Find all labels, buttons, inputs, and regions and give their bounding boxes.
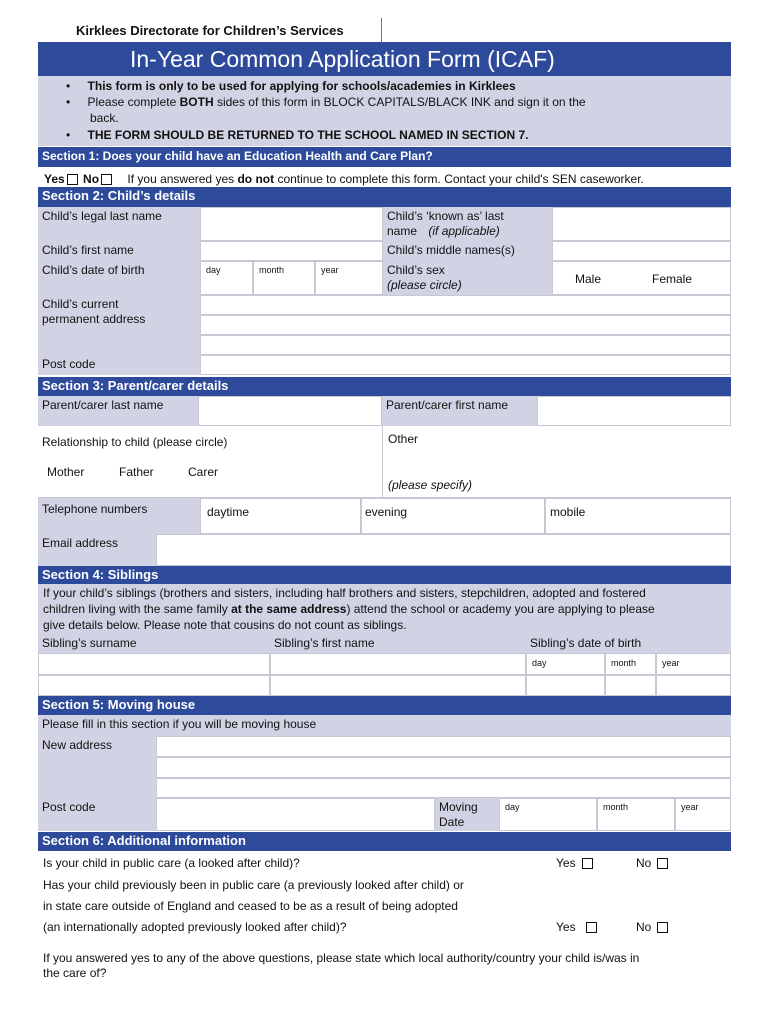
care-authority-question-2: the care of?	[43, 966, 107, 980]
telephone-label: Telephone numbers	[38, 498, 200, 534]
sibling-2-dob-day[interactable]	[526, 675, 605, 696]
siblings-text-2-bold: at the same address	[231, 602, 347, 616]
sibling-1-dob-year[interactable]	[656, 653, 731, 675]
new-postcode-input[interactable]	[156, 798, 435, 831]
sibling-year-hint: year	[662, 658, 680, 668]
section1-note-post: continue to complete this form. Contact your child's SEN caseworker.	[274, 172, 644, 186]
mobile-hint: mobile	[550, 505, 586, 519]
sibling-first-name-header: Sibling’s first name	[270, 634, 526, 653]
relationship-label: Relationship to child (please circle)	[42, 435, 228, 449]
public-care-no-label: No	[636, 856, 652, 870]
evening-hint: evening	[365, 505, 408, 519]
section1-answer-row	[44, 172, 644, 186]
sibling-2-dob-year[interactable]	[656, 675, 731, 696]
telephone-daytime-input[interactable]	[200, 498, 361, 534]
bullet-2-bold: BOTH	[179, 95, 214, 109]
new-address-label: New address	[38, 736, 156, 798]
sibling-dob-header: Sibling’s date of birth	[526, 634, 731, 653]
section1-note-bold: do not	[237, 172, 275, 186]
relationship-father[interactable]: Father	[119, 465, 154, 479]
bullet-mark: •	[66, 95, 71, 109]
public-care-yes-label: Yes	[556, 856, 576, 870]
bullet-mark: •	[66, 128, 71, 142]
sibling-1-dob-month[interactable]	[605, 653, 656, 675]
child-dob-day-input[interactable]	[200, 261, 253, 295]
child-legal-last-name-input[interactable]	[200, 207, 383, 241]
dob-month-hint: month	[259, 265, 285, 275]
previous-care-question-2: in state care outside of England and ceased to be as a result of being adopted	[43, 899, 458, 913]
previous-care-yes-checkbox[interactable]	[586, 922, 597, 933]
form-title: In-Year Common Application Form (ICAF)	[130, 46, 555, 72]
relationship-carer[interactable]: Carer	[188, 465, 219, 479]
address-line2: permanent address	[42, 312, 146, 326]
email-label: Email address	[38, 534, 156, 566]
sibling-1-dob-day[interactable]	[526, 653, 605, 675]
sex-option-female[interactable]: Female	[652, 272, 693, 286]
child-middle-names-input[interactable]	[552, 241, 731, 261]
previous-care-yes-label: Yes	[556, 920, 576, 934]
previous-care-yes	[556, 920, 599, 934]
moving-date-month[interactable]	[597, 798, 675, 831]
public-care-yes	[556, 856, 595, 870]
new-address-input-2[interactable]	[156, 757, 731, 778]
known-as-line1: Child’s ‘known as’ last	[387, 209, 504, 223]
child-known-as-label	[383, 207, 552, 241]
siblings-text-2-post: ) attend the school or academy you are applying to please	[346, 602, 655, 616]
new-address-input-1[interactable]	[156, 736, 731, 757]
bullet-3-text: THE FORM SHOULD BE RETURNED TO THE SCHOOL NAMED IN SECTION 7.	[87, 128, 529, 142]
telephone-evening-input[interactable]	[361, 498, 545, 534]
bullet-2-post: sides of this form in BLOCK CAPITALS/BLACK INK and sign it on the	[213, 95, 586, 109]
section3-header: Section 3: Parent/carer details	[38, 377, 731, 396]
section5-header: Section 5: Moving house	[38, 696, 731, 715]
relationship-other-note: (please specify)	[388, 478, 473, 492]
sibling-1-first-name-input[interactable]	[270, 653, 526, 675]
sibling-1-surname-input[interactable]	[38, 653, 270, 675]
child-first-name-label: Child’s first name	[38, 241, 200, 261]
child-postcode-input[interactable]	[200, 355, 731, 375]
section4-header: Section 4: Siblings	[38, 566, 731, 584]
child-address-label	[38, 295, 200, 355]
new-address-input-3[interactable]	[156, 778, 731, 798]
bullet-2	[66, 95, 586, 110]
siblings-text-1: If your child’s siblings (brothers and sisters, including half brothers and sisters, stepchildren, adopted and fostered	[43, 586, 646, 600]
bullet-mark: •	[66, 79, 71, 93]
sibling-2-surname-input[interactable]	[38, 675, 270, 696]
moving-day-hint: day	[505, 802, 520, 812]
moving-date-line1: Moving	[439, 800, 478, 814]
relationship-block	[38, 426, 382, 498]
moving-date-day[interactable]	[499, 798, 597, 831]
previous-care-no-label: No	[636, 920, 652, 934]
previous-care-no	[636, 920, 670, 934]
public-care-no	[636, 856, 670, 870]
section1-yes-checkbox[interactable]	[67, 174, 78, 185]
section1-note-pre: If you answered yes	[127, 172, 238, 186]
child-dob-label: Child’s date of birth	[38, 261, 200, 295]
bullet-2-pre: Please complete	[87, 95, 180, 109]
sibling-surname-header: Sibling’s surname	[38, 634, 270, 653]
public-care-yes-checkbox[interactable]	[582, 858, 593, 869]
parent-first-name-label: Parent/carer first name	[382, 396, 537, 426]
moving-date-line2: Date	[439, 815, 465, 829]
header-divider	[381, 18, 382, 42]
parent-first-name-input[interactable]	[537, 396, 731, 426]
previous-care-question-1: Has your child previously been in public care (a previously looked after child) or	[43, 878, 464, 892]
sex-option-male[interactable]: Male	[575, 272, 602, 286]
child-sex-label	[383, 261, 552, 295]
public-care-question: Is your child in public care (a looked after child)?	[43, 856, 300, 870]
known-as-note: (if applicable)	[428, 224, 500, 238]
section2-header: Section 2: Child’s details	[38, 187, 731, 207]
known-as-line2: name	[387, 224, 418, 238]
parent-last-name-label: Parent/carer last name	[38, 396, 198, 426]
public-care-no-checkbox[interactable]	[657, 858, 668, 869]
child-address-input-1[interactable]	[200, 295, 731, 315]
bullet-2-line2: back.	[90, 111, 119, 125]
child-postcode-label: Post code	[38, 355, 200, 375]
child-first-name-input[interactable]	[200, 241, 383, 261]
email-input[interactable]	[156, 534, 731, 566]
child-middle-names-label: Child’s middle names(s)	[383, 241, 552, 261]
address-line1: Child’s current	[42, 297, 119, 311]
relationship-other-label: Other	[388, 432, 419, 446]
child-dob-year-input[interactable]	[315, 261, 383, 295]
sibling-2-first-name-input[interactable]	[270, 675, 526, 696]
relationship-other-box[interactable]	[382, 426, 731, 498]
siblings-text-3: give details below. Please note that cousins do not count as siblings.	[43, 618, 407, 632]
bullet-1	[66, 79, 516, 94]
child-sex-note: (please circle)	[387, 278, 462, 292]
child-dob-month-input[interactable]	[253, 261, 315, 295]
telephone-mobile-input[interactable]	[545, 498, 731, 534]
previous-care-no-checkbox[interactable]	[657, 922, 668, 933]
previous-care-question-3: (an internationally adopted previously looked after child)?	[43, 920, 347, 934]
dob-year-hint: year	[321, 265, 339, 275]
child-address-input-3[interactable]	[200, 335, 731, 355]
moving-intro: Please fill in this section if you will be moving house	[38, 715, 731, 736]
child-legal-last-name-label: Child’s legal last name	[38, 207, 200, 241]
care-authority-question-1: If you answered yes to any of the above questions, please state which local authority/country your child is/was in	[43, 951, 640, 965]
section1-yes-label: Yes	[44, 172, 65, 186]
sibling-day-hint: day	[532, 658, 547, 668]
moving-date-year[interactable]	[675, 798, 731, 831]
child-sex-text: Child’s sex	[387, 263, 445, 277]
directorate-name: Kirklees Directorate for Children’s Services	[76, 23, 344, 38]
intro-block	[38, 76, 731, 146]
daytime-hint: daytime	[207, 505, 250, 519]
siblings-text-2-pre: children living with the same family	[43, 602, 232, 616]
bullet-3	[66, 128, 528, 143]
new-postcode-label: Post code	[38, 798, 156, 831]
child-address-input-2[interactable]	[200, 315, 731, 335]
section1-no-label: No	[83, 172, 100, 186]
moving-date-label	[435, 798, 499, 831]
sibling-month-hint: month	[611, 658, 637, 668]
section1-no-checkbox[interactable]	[101, 174, 112, 185]
title-banner	[38, 42, 731, 76]
bullet-1-text: This form is only to be used for applying for schools/academies in Kirklees	[87, 79, 516, 93]
siblings-intro	[38, 584, 731, 634]
parent-last-name-input[interactable]	[198, 396, 382, 426]
child-known-as-input[interactable]	[552, 207, 731, 241]
sibling-2-dob-month[interactable]	[605, 675, 656, 696]
dob-day-hint: day	[206, 265, 221, 275]
child-sex-options	[552, 261, 731, 295]
relationship-mother[interactable]: Mother	[47, 465, 85, 479]
section1-header: Section 1: Does your child have an Education Health and Care Plan?	[38, 147, 731, 167]
moving-year-hint: year	[681, 802, 699, 812]
moving-month-hint: month	[603, 802, 629, 812]
section6-header: Section 6: Additional information	[38, 832, 731, 851]
